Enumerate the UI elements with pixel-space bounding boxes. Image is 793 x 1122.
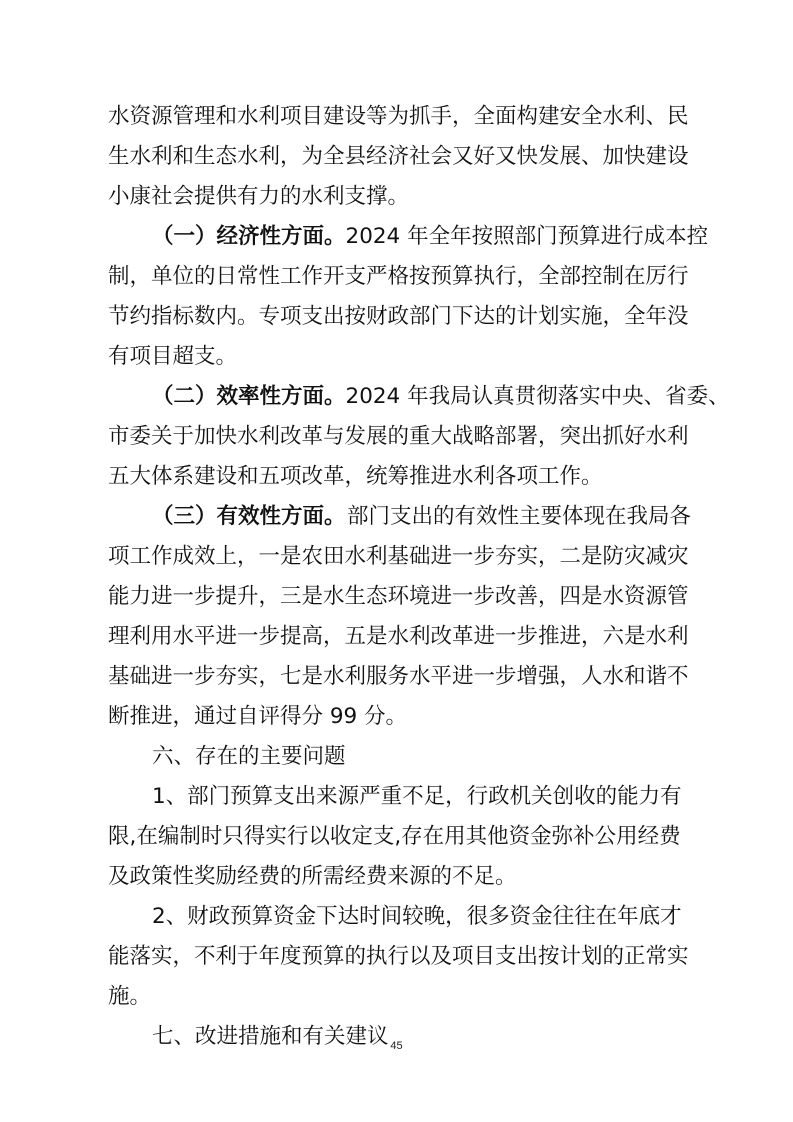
paragraph-line: 制，单位的日常性工作开支严格按预算执行，全部控制在厉行 bbox=[108, 264, 689, 289]
page-number: 45 bbox=[390, 1040, 403, 1052]
section-lead-economy: （一）经济性方面。 bbox=[152, 224, 346, 249]
section-lead-effectiveness: （三）有效性方面。 bbox=[152, 504, 346, 529]
paragraph-line: 施。 bbox=[108, 984, 152, 1009]
section-heading-issues: 六、存在的主要问题 bbox=[152, 744, 346, 769]
paragraph-line: 小康社会提供有力的水利支撑。 bbox=[108, 184, 410, 209]
paragraph-line: 市委关于加快水利改革与发展的重大战略部署，突出抓好水利 bbox=[108, 424, 689, 449]
paragraph-line: 理利用水平进一步提高，五是水利改革进一步推进，六是水利 bbox=[108, 624, 689, 649]
paragraph-line: 能力进一步提升，三是水生态环境进一步改善，四是水资源管 bbox=[108, 584, 689, 609]
paragraph-line: 有项目超支。 bbox=[108, 344, 238, 369]
paragraph-first-line bbox=[152, 221, 709, 253]
paragraph-first-line: 1、部门预算支出来源严重不足，行政机关创收的能力有 bbox=[152, 784, 682, 809]
paragraph-first-line: 2、财政预算资金下达时间较晚，很多资金往往在年底才 bbox=[152, 904, 682, 929]
paragraph-line: 水资源管理和水利项目建设等为抓手，全面构建安全水利、民 bbox=[108, 104, 689, 129]
paragraph-line: 能落实，不利于年度预算的执行以及项目支出按计划的正常实 bbox=[108, 944, 689, 969]
section-heading-measures: 七、改进措施和有关建议 bbox=[152, 1024, 389, 1049]
paragraph-text: 2024 年我局认真贯彻落实中央、省委、 bbox=[345, 384, 730, 409]
paragraph-line: 及政策性奖励经费的所需经费来源的不足。 bbox=[108, 864, 517, 889]
paragraph-first-line bbox=[152, 501, 691, 533]
paragraph-line: 基础进一步夯实，七是水利服务水平进一步增强，人水和谐不 bbox=[108, 664, 689, 689]
paragraph-first-line bbox=[152, 381, 730, 413]
paragraph-line: 项工作成效上，一是农田水利基础进一步夯实，二是防灾减灾 bbox=[108, 544, 689, 569]
paragraph-text: 部门支出的有效性主要体现在我局各 bbox=[346, 504, 691, 529]
paragraph-line: 断推进，通过自评得分 99 分。 bbox=[108, 704, 408, 729]
paragraph-line: 限,在编制时只得实行以收定支,存在用其他资金弥补公用经费 bbox=[108, 824, 681, 849]
section-lead-efficiency: （二）效率性方面。 bbox=[152, 384, 346, 409]
paragraph-line: 五大体系建设和五项改革，统筹推进水利各项工作。 bbox=[108, 464, 603, 489]
paragraph-line: 节约指标数内。专项支出按财政部门下达的计划实施，全年没 bbox=[108, 304, 689, 329]
paragraph-text: 2024 年全年按照部门预算进行成本控 bbox=[345, 224, 709, 249]
paragraph-line: 生水利和生态水利，为全县经济社会又好又快发展、加快建设 bbox=[108, 144, 689, 169]
